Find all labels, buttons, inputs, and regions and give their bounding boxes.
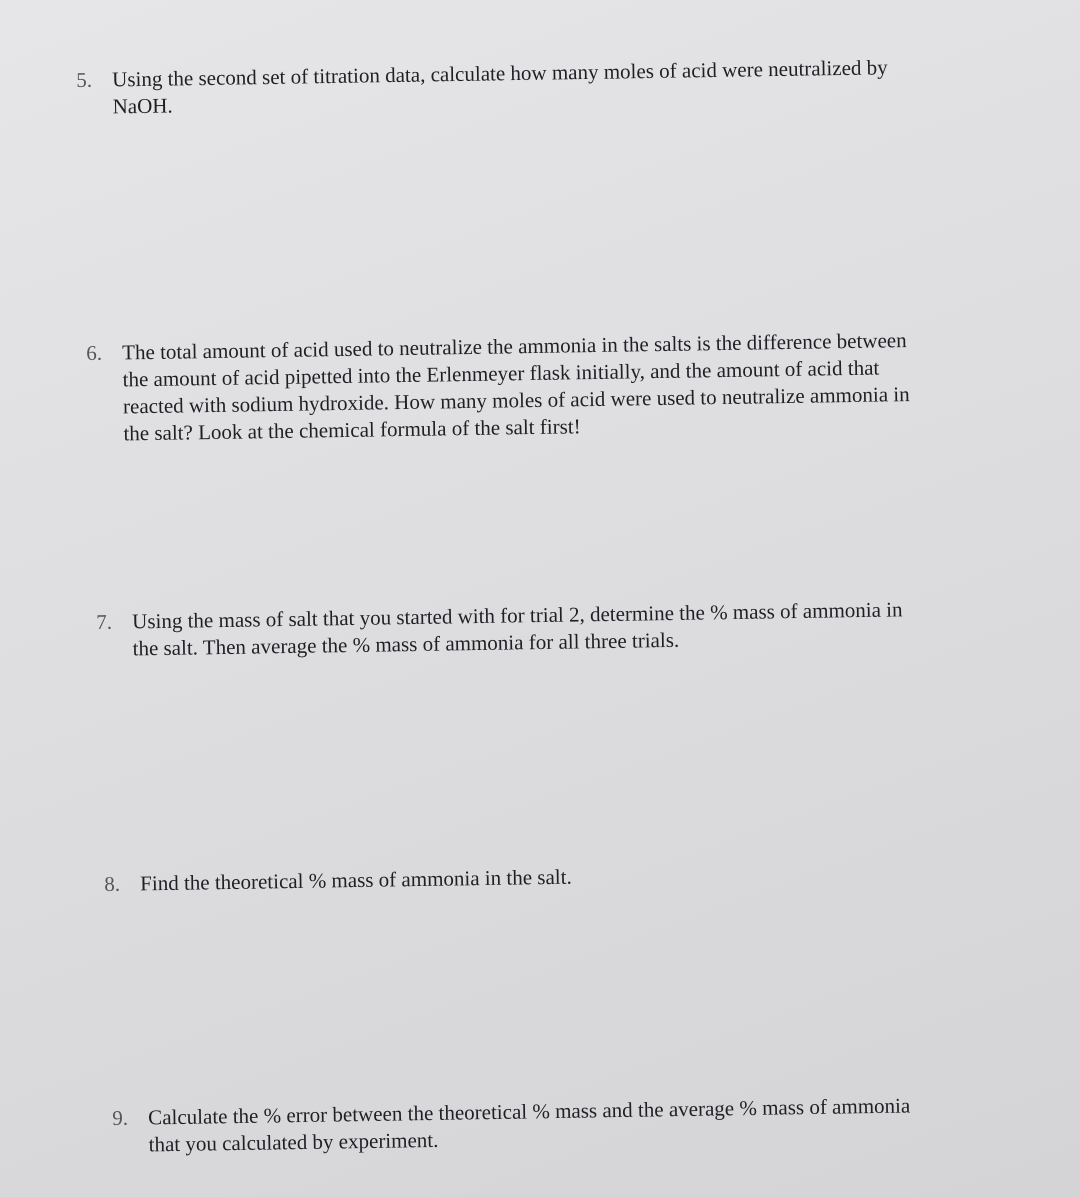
- question-5: [76, 54, 888, 121]
- question-number: 9.: [112, 1105, 129, 1130]
- question-line: Calculate the % error between the theoretical % mass and the average % mass of ammonia: [148, 1093, 911, 1130]
- question-line: Find the theoretical % mass of ammonia in the salt.: [140, 864, 572, 896]
- question-line: the salt? Look at the chemical formula of the salt first!: [123, 414, 581, 446]
- question-text: [148, 1092, 911, 1158]
- question-6: [86, 327, 910, 448]
- question-number: 6.: [86, 340, 103, 365]
- question-9: [112, 1092, 911, 1159]
- question-number: 7.: [96, 609, 113, 634]
- question-text: [122, 327, 910, 447]
- question-text: [140, 864, 572, 898]
- question-line: NaOH.: [112, 93, 173, 119]
- question-line: Using the second set of titration data, calculate how many moles of acid were neutralized by: [112, 55, 888, 92]
- question-line: the salt. Then average the % mass of ammonia for all three trials.: [132, 627, 680, 661]
- question-line: Using the mass of salt that you started with for trial 2, determine the % mass of ammonia in: [132, 597, 903, 634]
- question-line: The total amount of acid used to neutralize the ammonia in the salts is the difference between: [122, 328, 907, 365]
- question-line: the amount of acid pipetted into the Erlenmeyer flask initially, and the amount of acid that: [122, 355, 880, 392]
- question-line: reacted with sodium hydroxide. How many moles of acid were used to neutralize ammonia in: [122, 382, 910, 419]
- question-text: [112, 54, 888, 120]
- question-7: [96, 596, 903, 663]
- question-number: 5.: [76, 67, 93, 92]
- question-text: [132, 596, 903, 662]
- question-number: 8.: [104, 871, 121, 896]
- question-line: that you calculated by experiment.: [148, 1127, 439, 1157]
- question-8: [104, 864, 572, 898]
